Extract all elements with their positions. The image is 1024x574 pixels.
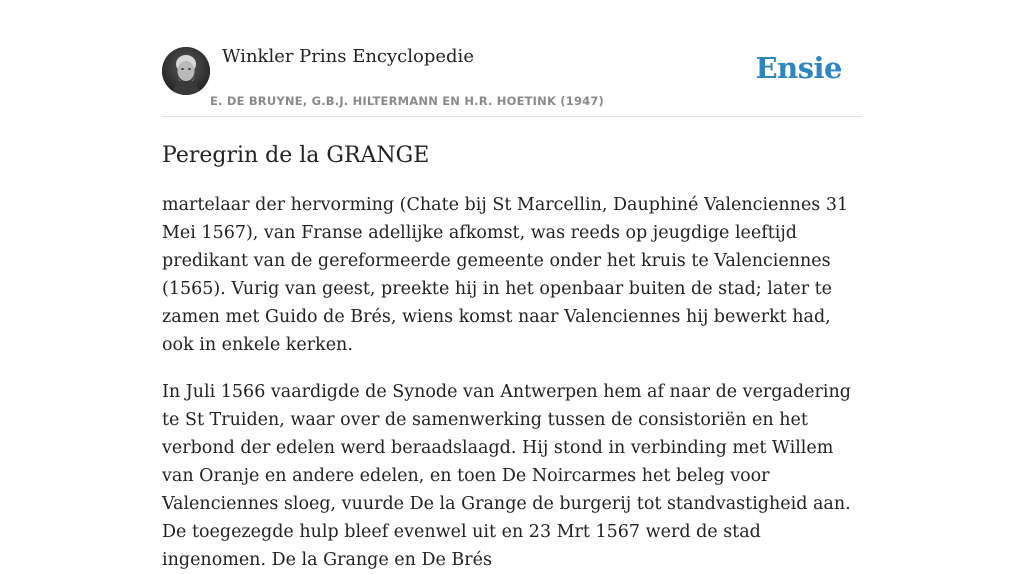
- portrait-photo-icon: [162, 47, 210, 95]
- article-paragraph: martelaar der hervorming (Chate bij St Marcellin, Dauphiné Valenciennes 31 Mei 1567), van Franse adellijke afkomst, was reeds op jeugdige leeftijd predikant van de gereformeerde gemeente onder het kruis te Valenciennes (1565). Vurig van geest, preekte hij in het openbaar buiten de stad; later te zamen met Guido de Brés, wiens komst naar Valenciennes hij bewerkt had, ook in enkele kerken.: [162, 195, 849, 355]
- source-authors: E. DE BRUYNE, G.B.J. HILTERMANN EN H.R. HOETINK (1947): [210, 94, 605, 108]
- article-paragraph: In Juli 1566 vaardigde de Synode van Antwerpen hem af naar de vergadering te St Truiden, waar over de samenwerking tussen de consistoriën en het verbond der edelen werd beraadslaagd. Hij stond in verbinding met Willem van Oranje en andere edelen, en toen De Noircarmes het beleg voor Valenciennes sloeg, vuurde De la Grange de burgerij tot standvastigheid aan. De toegezegde hulp bleef evenwel uit en 23 Mrt 1567 werd de stad ingenomen. De la Grange en De Brés: [162, 382, 851, 570]
- source-header: [162, 0, 862, 117]
- page: [162, 0, 862, 574]
- article-title: Peregrin de la GRANGE: [162, 143, 430, 168]
- author-avatar[interactable]: [162, 47, 210, 95]
- source-title[interactable]: Winkler Prins Encyclopedie: [222, 46, 474, 67]
- ensie-logo[interactable]: Ensie: [755, 51, 842, 85]
